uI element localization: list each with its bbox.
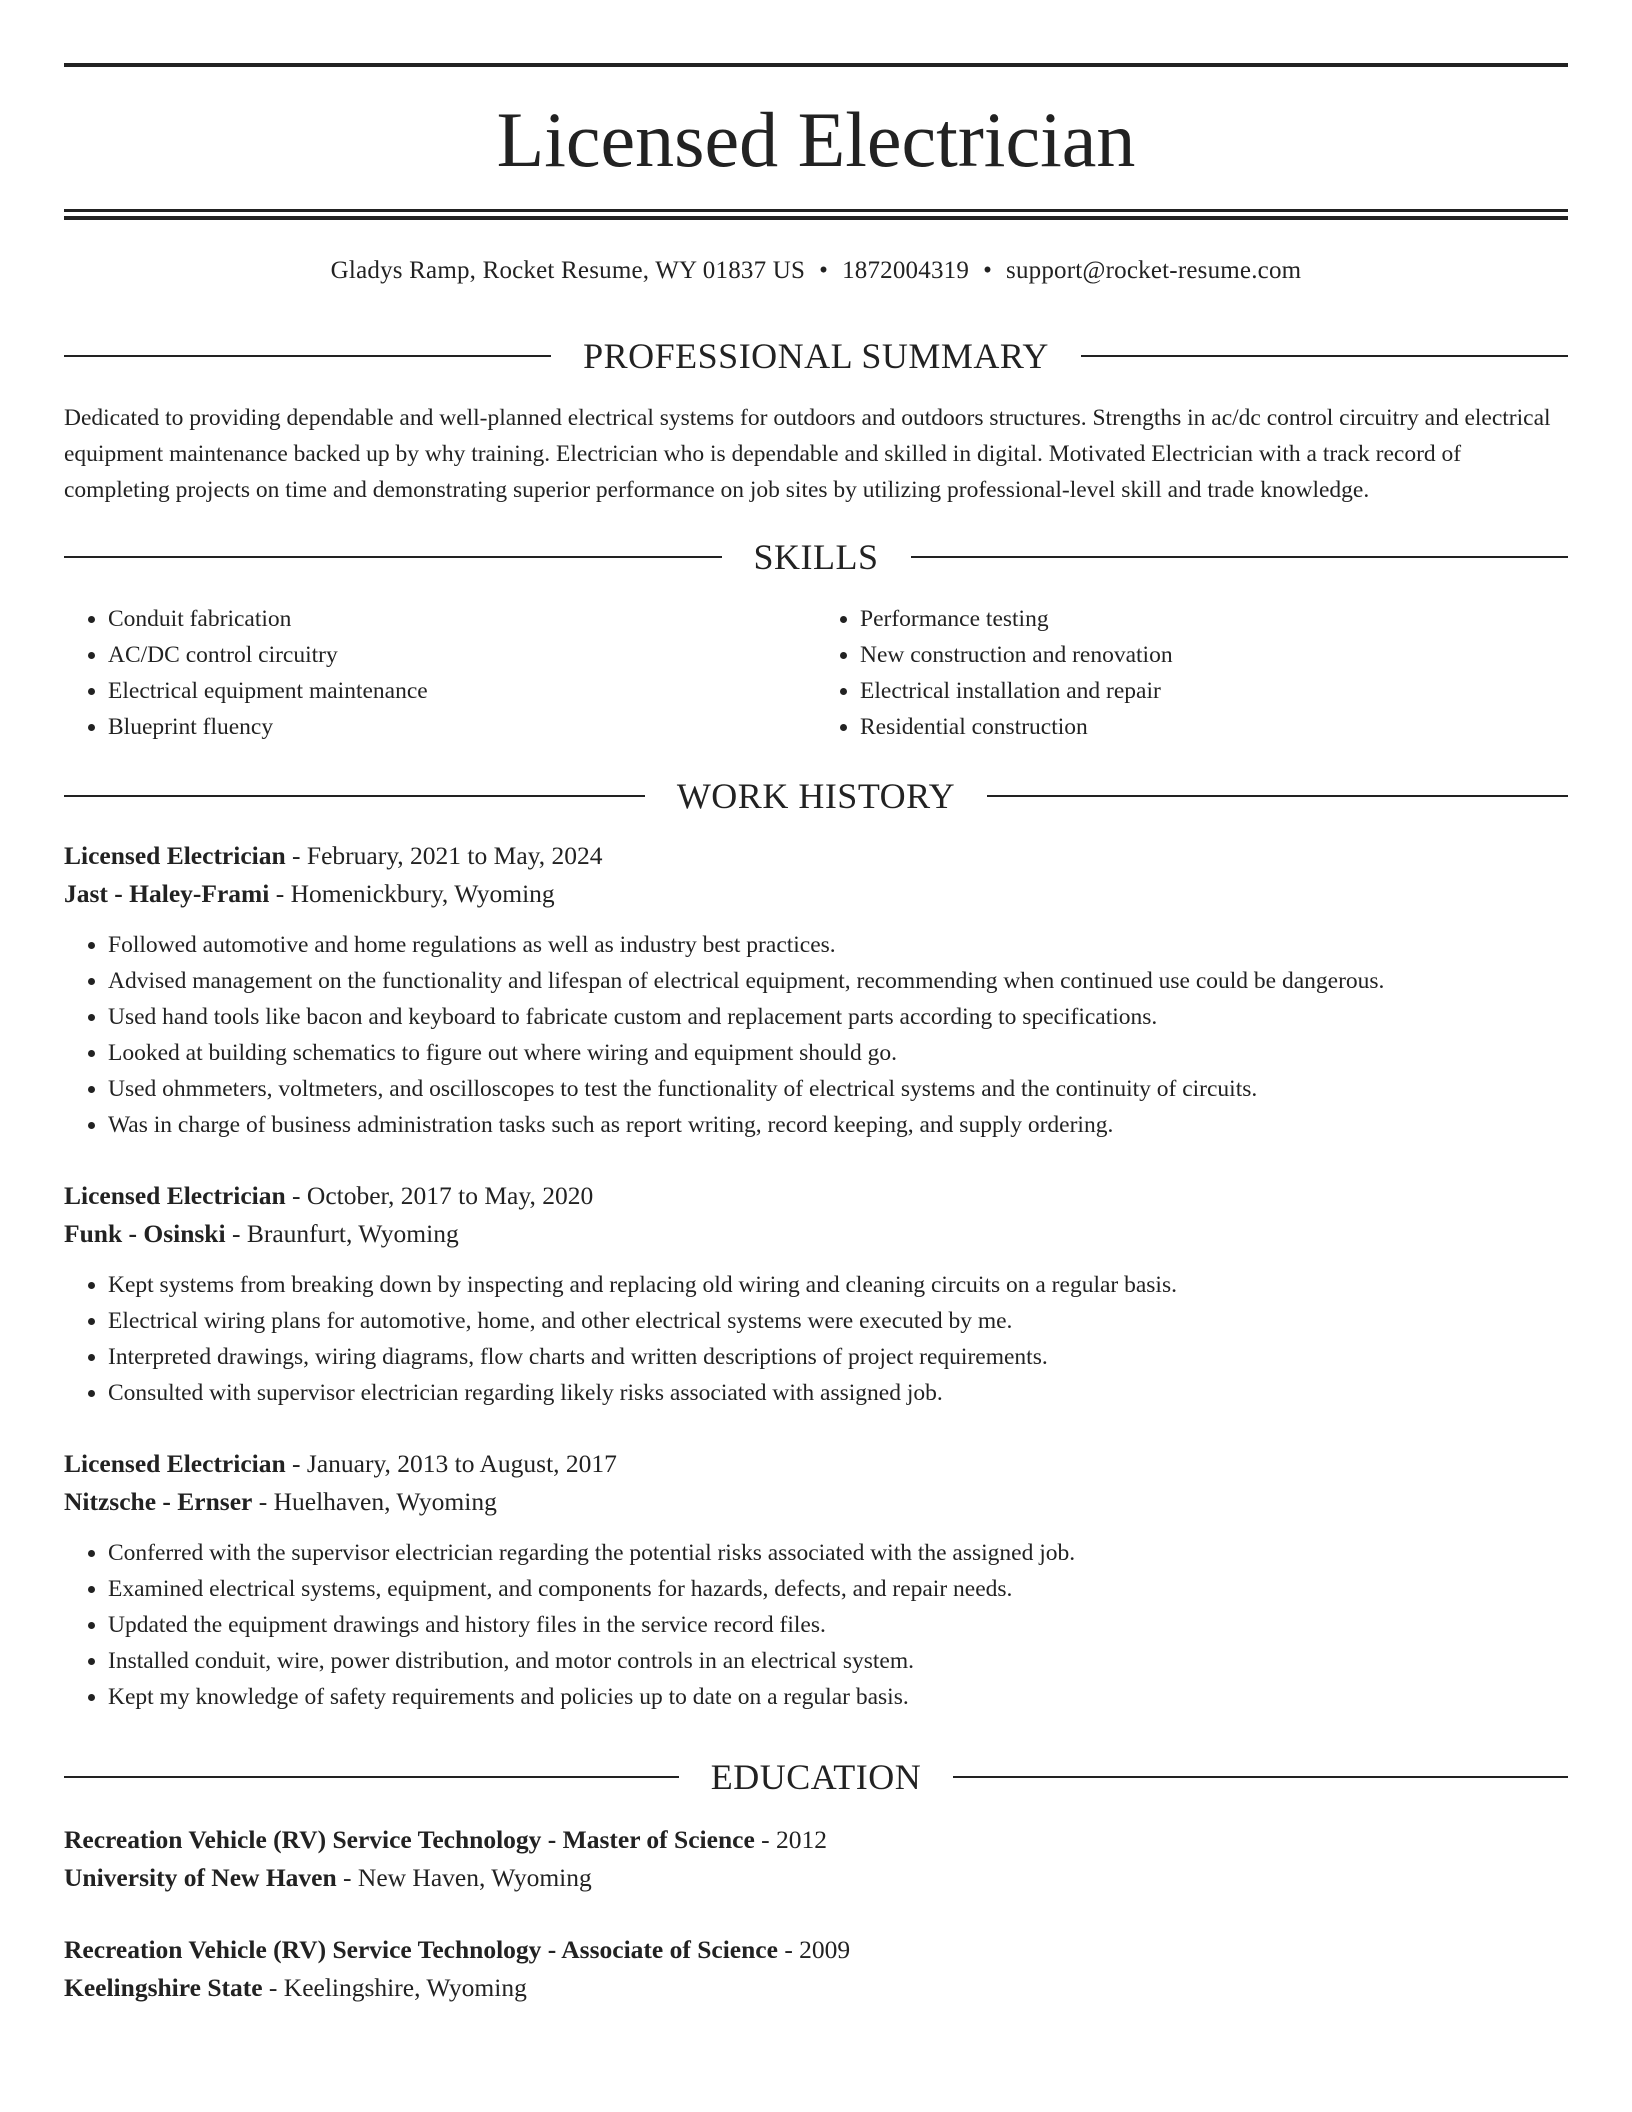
heading-rule [64,795,645,797]
contact-address: Gladys Ramp, Rocket Resume, WY 01837 US [330,257,806,284]
job-title-line [64,1177,1568,1215]
job-bullet: • Interpreted drawings, wiring diagrams, flow charts and written descriptions of project requirements. [108,1339,1568,1375]
summary-text: Dedicated to providing dependable and well-planned electrical systems for outdoors and outdoors structures. Strengths in ac/dc control circuitry and electrical equipment maintenance backed up by why training. Electrician who is dependable and skilled in digital. Motivated Electrician with a track record of completing projects on time and demonstrating superior performance on job sites by utilizing professional-level skill and trade knowledge. [64,405,1551,503]
skill-item: • Blueprint fluency [108,709,816,745]
job-company-line [64,1215,1568,1253]
job-company: Nitzsche - Ernser [64,1487,253,1516]
education-year: - 2009 [777,1935,851,1964]
education-location: - Keelingshire, Wyoming [262,1973,527,2002]
job-bullet: • Kept my knowledge of safety requirements and policies up to date on a regular basis. [108,1679,1568,1715]
job-bullet: • Advised management on the functionality and lifespan of electrical equipment, recommending when continued use could be dangerous. [108,963,1568,999]
skill-item: • AC/DC control circuitry [108,637,816,673]
skill-item: • Electrical installation and repair [860,673,1568,709]
skill-item: • Conduit fabrication [108,601,816,637]
job-bullet: • Installed conduit, wire, power distribution, and motor controls in an electrical system. [108,1643,1568,1679]
education-degree: Recreation Vehicle (RV) Service Technology - Master of Science [64,1825,755,1854]
education-heading [64,1755,1568,1799]
heading-rule [987,795,1568,797]
heading-rule [64,355,551,357]
contact-phone: 1872004319 [842,257,970,284]
work-heading-label: WORK HISTORY [676,776,956,816]
skills-heading [64,535,1568,579]
skill-item: • New construction and renovation [860,637,1568,673]
job-bullet: • Used hand tools like bacon and keyboard to fabricate custom and replacement parts according to specifications. [108,999,1568,1035]
summary-heading-label: PROFESSIONAL SUMMARY [583,336,1049,376]
education-degree: Recreation Vehicle (RV) Service Technology - Associate of Science [64,1935,778,1964]
job-company: Funk - Osinski [64,1219,226,1248]
title-double-rule [64,209,1568,220]
education-degree-line [64,1931,1568,1969]
skills-heading-label: SKILLS [753,537,879,577]
job-bullets [64,1267,1568,1411]
job-entry [64,1445,1568,1715]
job-bullet: • Conferred with the supervisor electrician regarding the potential risks associated with the assigned job. [108,1535,1568,1571]
job-location: - Huelhaven, Wyoming [252,1487,497,1516]
job-title: Licensed Electrician [64,1449,286,1478]
contact-email: support@rocket-resume.com [1006,257,1302,284]
skill-item: • Electrical equipment maintenance [108,673,816,709]
job-location: - Homenickbury, Wyoming [269,879,555,908]
job-bullet: • Was in charge of business administration tasks such as report writing, record keeping, and supply ordering. [108,1107,1568,1143]
job-title-line [64,837,1568,875]
education-heading-label: EDUCATION [710,1757,922,1797]
contact-separator: • [819,257,829,284]
job-bullet: • Electrical wiring plans for automotive, home, and other electrical systems were executed by me. [108,1303,1568,1339]
heading-rule [911,556,1569,558]
job-bullet: • Used ohmmeters, voltmeters, and oscilloscopes to test the functionality of electrical systems and the continuity of circuits. [108,1071,1568,1107]
summary-heading [64,334,1568,378]
contact-line [64,254,1568,288]
job-bullet: • Examined electrical systems, equipment, and components for hazards, defects, and repair needs. [108,1571,1568,1607]
job-company: Jast - Haley-Frami [64,879,270,908]
job-company-line [64,1483,1568,1521]
job-bullet: • Kept systems from breaking down by inspecting and replacing old wiring and cleaning circuits on a regular basis. [108,1267,1568,1303]
education-entry [64,1931,1568,2007]
heading-rule [64,556,722,558]
education-school-line [64,1969,1568,2007]
heading-rule [953,1776,1568,1778]
job-bullet: • Updated the equipment drawings and history files in the service record files. [108,1607,1568,1643]
skill-item: • Performance testing [860,601,1568,637]
job-bullets [64,1535,1568,1715]
education-location: - New Haven, Wyoming [336,1863,592,1892]
skills-right-column [816,601,1568,745]
job-title: Licensed Electrician [64,841,286,870]
education-degree-line [64,1821,1568,1859]
skills-list [64,601,1568,745]
work-heading [64,774,1568,818]
education-year: - 2012 [754,1825,828,1854]
job-title: Licensed Electrician [64,1181,286,1210]
job-dates: - October, 2017 to May, 2020 [285,1181,594,1210]
heading-rule [64,1776,679,1778]
education-school-line [64,1859,1568,1897]
job-bullet: • Followed automotive and home regulations as well as industry best practices. [108,927,1568,963]
heading-rule [1081,355,1568,357]
job-company-line [64,875,1568,913]
job-dates: - January, 2013 to August, 2017 [285,1449,617,1478]
job-bullet: • Consulted with supervisor electrician regarding likely risks associated with assigned job. [108,1375,1568,1411]
skill-item: • Residential construction [860,709,1568,745]
job-dates: - February, 2021 to May, 2024 [285,841,603,870]
top-rule [64,63,1568,67]
job-entry [64,1177,1568,1411]
education-entry [64,1821,1568,1897]
job-title-line [64,1445,1568,1483]
education-school: University of New Haven [64,1863,337,1892]
contact-separator: • [983,257,993,284]
resume-title: Licensed Electrician [496,96,1136,183]
job-location: - Braunfurt, Wyoming [225,1219,459,1248]
education-school: Keelingshire State [64,1973,263,2002]
job-entry [64,837,1568,1143]
job-bullet: • Looked at building schematics to figure out where wiring and equipment should go. [108,1035,1568,1071]
skills-left-column [64,601,816,745]
job-bullets [64,927,1568,1143]
